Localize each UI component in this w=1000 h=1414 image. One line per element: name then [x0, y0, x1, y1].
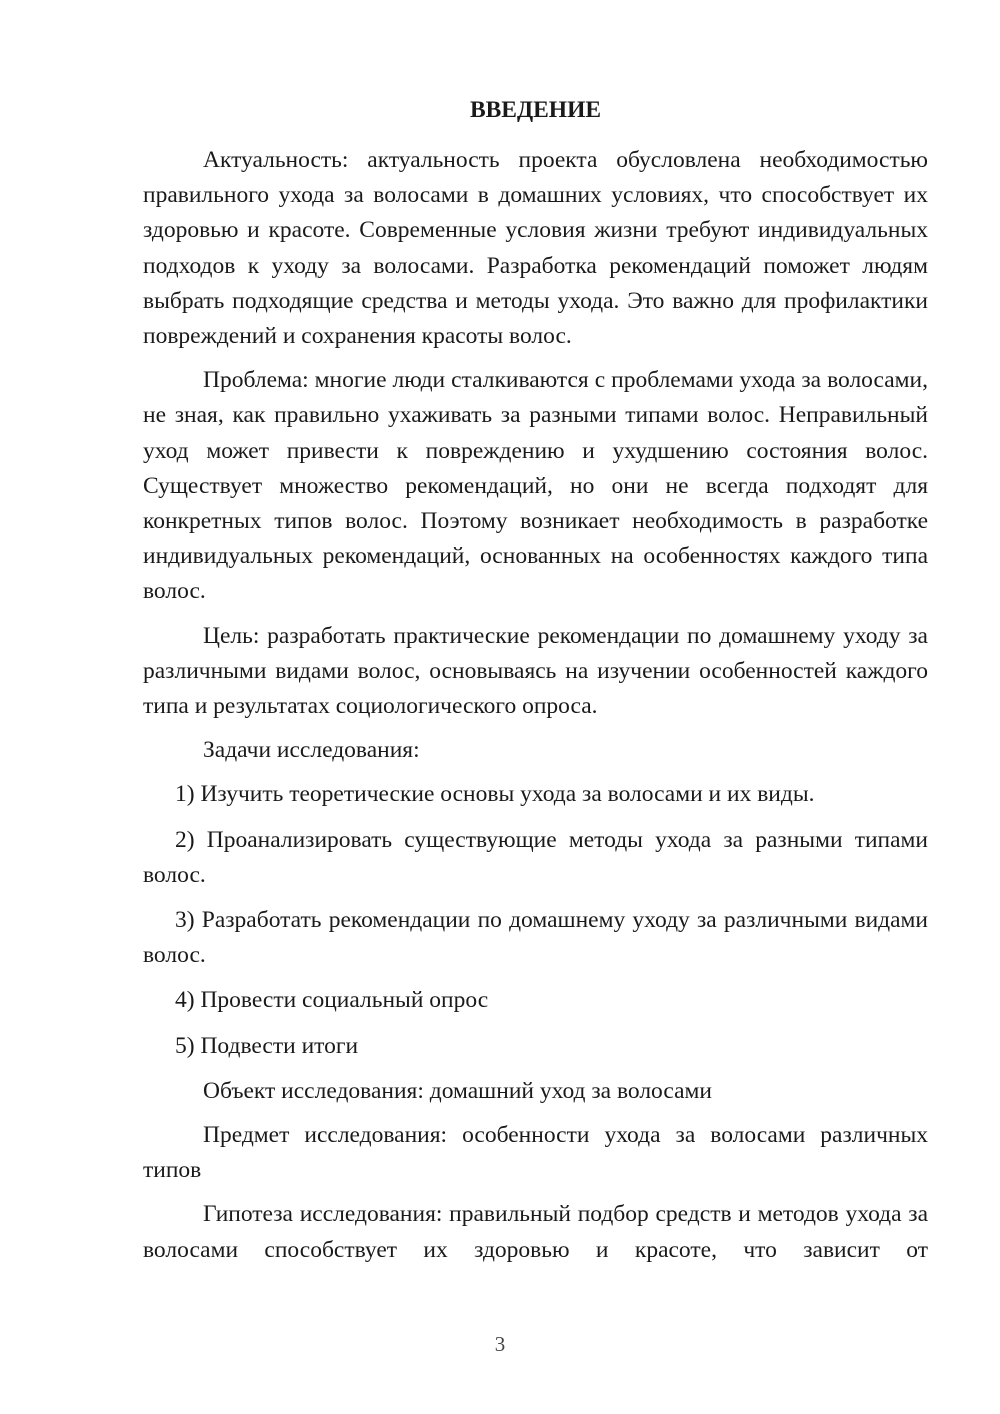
page-title: ВВЕДЕНИЕ — [469, 97, 602, 123]
problem-paragraph: Проблема: многие люди сталкиваются с проблемами ухода за волосами, не зная, как правильно ухаживать за разными типами волос. Неправильный уход может привести к повреждению и ухудшению состояния волос. Существует множество рекомендаций, но они не всегда подходят для конкретных типов волос. Поэтому возникает необходимость в разработке индивидуальных рекомендаций, основанных на особенностях каждого типа волос. — [143, 367, 928, 605]
task-item-1: 1) Изучить теоретические основы ухода за волосами и их виды. — [175, 781, 815, 808]
tasks-heading: Задачи исследования: — [203, 737, 420, 764]
relevance-paragraph: Актуальность: актуальность проекта обусловлена необходимостью правильного ухода за волосами в домашних условиях, что способствует их здоровью и красоте. Современные условия жизни требуют индивидуальных подходов к уходу за волосами. Разработка рекомендаций поможет людям выбрать подходящие средства и методы ухода. Это важно для профилактики повреждений и сохранения красоты волос. — [143, 147, 928, 350]
hypothesis-paragraph: Гипотеза исследования: правильный подбор средств и методов ухода за волосами способствует их здоровью и красоте, что зависит от — [143, 1201, 928, 1263]
object-paragraph: Объект исследования: домашний уход за волосами — [203, 1077, 712, 1104]
task-item-4: 4) Провести социальный опрос — [175, 987, 489, 1014]
goal-paragraph: Цель: разработать практические рекомендации по домашнему уходу за различными видами волос, основываясь на изучении особенностей каждого типа и результатах социологического опроса. — [143, 622, 928, 720]
task-item-5: 5) Подвести итоги — [175, 1032, 359, 1059]
page-content — [143, 94, 928, 1268]
subject-paragraph: Предмет исследования: особенности ухода за волосами различных типов — [143, 1122, 928, 1184]
page-number: 3 — [494, 1332, 506, 1356]
task-item-3: 3) Разработать рекомендации по домашнему уходу за различными видами волос. — [143, 907, 928, 969]
task-item-2: 2) Проанализировать существующие методы ухода за разными типами волос. — [143, 826, 928, 888]
